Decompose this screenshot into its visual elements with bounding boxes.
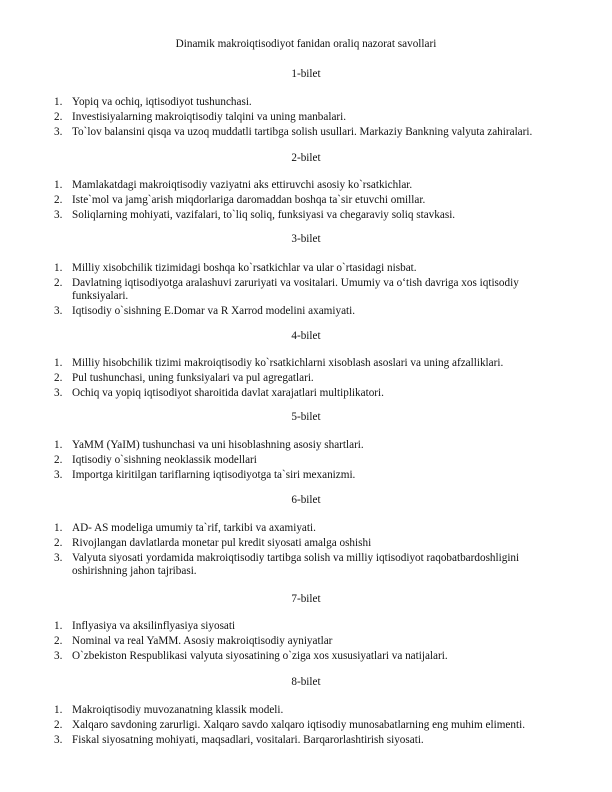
question-number: 2. [54,194,63,206]
question-item [0,372,572,385]
bilet-5-questions [0,439,612,482]
question-text: AD- AS modeliga umumiy ta`rif, tarkibi va axamiyati. [72,522,316,534]
question-number: 1. [54,704,63,716]
question-number: 2. [54,537,63,549]
question-text: Yopiq va ochiq, iqtisodiyot tushunchasi. [72,96,252,108]
question-number: 1. [54,439,63,451]
question-text: Pul tushunchasi, uning funksiyalari va pul agregatlari. [72,372,314,384]
question-item [0,305,572,318]
question-item [0,537,572,550]
question-number: 1. [54,262,63,274]
question-number: 1. [54,179,63,191]
question-text: O`zbekiston Respublikasi valyuta siyosatining o`ziga xos xususiyatlari va natijalari. [72,650,448,662]
question-item [0,111,572,124]
question-number: 2. [54,454,63,466]
question-number: 3. [54,387,63,399]
question-item [0,126,572,139]
bilet-heading-6: 6-bilet [291,494,321,506]
question-number: 1. [54,357,63,369]
question-item [0,387,572,400]
question-number: 3. [54,734,63,746]
question-text: Makroiqtisodiy muvozanatning klassik modeli. [72,704,284,716]
bilet-heading-3: 3-bilet [291,233,321,245]
question-item [0,650,572,663]
question-item [0,96,572,109]
bilet-1-questions [0,96,612,139]
question-number: 2. [54,635,63,647]
question-number: 1. [54,620,63,632]
question-item [0,277,572,303]
question-number: 3. [54,469,63,481]
question-item [0,719,572,732]
bilet-2-questions [0,179,612,222]
question-text: Nominal va real YaMM. Asosiy makroiqtisodiy ayniyatlar [72,635,333,647]
question-text: YaMM (YaIM) tushunchasi va uni hisoblashning asosiy shartlari. [72,439,364,451]
question-text: Fiskal siyosatning mohiyati, maqsadlari, vositalari. Barqarorlashtirish siyosati. [72,734,424,746]
question-item [0,552,572,578]
question-item [0,704,572,717]
question-text: Xalqaro savdoning zarurligi. Xalqaro savdo xalqaro iqtisodiy munosabatlarning eng muhim elimenti. [72,719,525,731]
question-text: Inflyasiya va aksilinflyasiya siyosati [72,620,236,632]
question-number: 3. [54,209,63,221]
question-number: 2. [54,719,63,731]
bilet-4-questions [0,357,612,400]
question-item [0,635,572,648]
question-text: Iqtisodiy o`sishning neoklassik modellari [72,454,257,466]
question-number: 2. [54,277,63,289]
document-title: Dinamik makroiqtisodiyot fanidan oraliq nazorat savollari [175,38,437,50]
bilet-6-questions [0,522,612,578]
bilet-3-questions [0,262,612,318]
question-number: 3. [54,126,63,138]
bilet-heading-1: 1-bilet [291,68,321,80]
question-number: 3. [54,650,63,662]
question-number: 1. [54,96,63,108]
question-number: 1. [54,522,63,534]
question-item [0,262,572,275]
question-item [0,734,572,747]
question-number: 2. [54,372,63,384]
bilet-heading-4: 4-bilet [291,330,321,342]
question-text: Investisiyalarning makroiqtisodiy talqini va uning manbalari. [72,111,347,123]
question-text: To`lov balansini qisqa va uzoq muddatli tartibga solish usullari. Markaziy Bankning valyuta zahiralari. [72,126,533,138]
question-text: Rivojlangan davlatlarda monetar pul kredit siyosati amalga oshishi [72,537,372,549]
question-item [0,179,572,192]
question-item [0,454,572,467]
question-item [0,439,572,452]
question-item [0,469,572,482]
question-text: Soliqlarning mohiyati, vazifalari, to`liq soliq, funksiyasi va chegaraviy soliq stavkasi. [72,209,456,221]
bilet-heading-8: 8-bilet [291,676,321,688]
question-text: Davlatning iqtisodiyotga aralashuvi zaruriyati va vositalari. Umumiy va o‘tish davriga xos iqtisodiy funksiyalari. [72,277,519,302]
question-item [0,620,572,633]
question-number: 3. [54,552,63,564]
question-number: 3. [54,305,63,317]
question-text: Iste`mol va jamg`arish miqdorlariga daromaddan boshqa ta`sir etuvchi omillar. [72,194,426,206]
bilet-heading-5: 5-bilet [291,411,321,423]
question-text: Milliy hisobchilik tizimi makroiqtisodiy ko`rsatkichlarni xisoblash asoslari va uning afzalliklari. [72,357,504,369]
question-item [0,209,572,222]
question-number: 2. [54,111,63,123]
question-text: Valyuta siyosati yordamida makroiqtisodiy tartibga solish va milliy iqtisodiyot raqobatbardoshligini oshirishning jahon tajribasi. [72,552,520,577]
question-text: Mamlakatdagi makroiqtisodiy vaziyatni aks ettiruvchi asosiy ko`rsatkichlar. [72,179,413,191]
question-item [0,194,572,207]
question-item [0,357,572,370]
bilet-7-questions [0,620,612,663]
question-item [0,522,572,535]
question-text: Milliy xisobchilik tizimidagi boshqa ko`rsatkichlar va ular o`rtasidagi nisbat. [72,262,417,274]
question-text: Importga kiritilgan tariflarning iqtisodiyotga ta`siri mexanizmi. [72,469,356,481]
question-text: Ochiq va yopiq iqtisodiyot sharoitida davlat xarajatlari multiplikatori. [72,387,384,399]
bilet-heading-2: 2-bilet [291,152,321,164]
bilet-heading-7: 7-bilet [291,593,321,605]
bilet-8-questions [0,704,612,747]
question-text: Iqtisodiy o`sishning E.Domar va R Xarrod modelini axamiyati. [72,305,356,317]
